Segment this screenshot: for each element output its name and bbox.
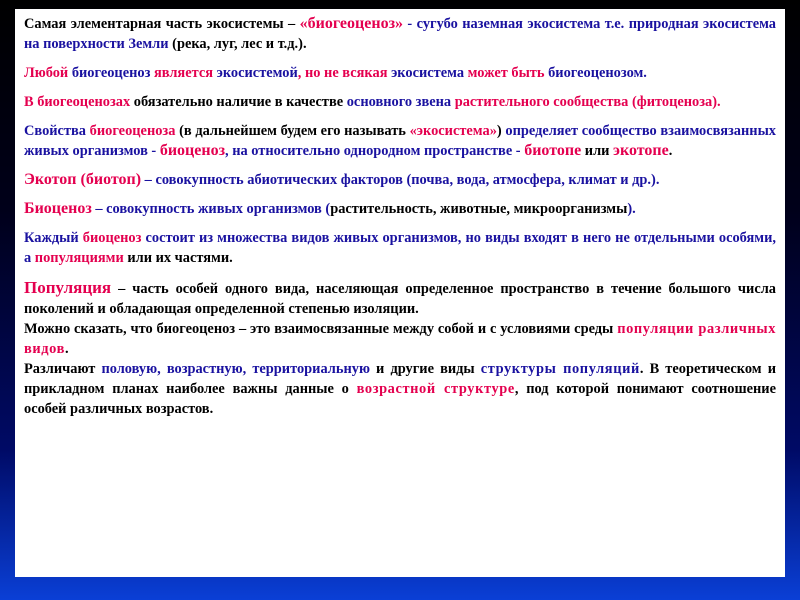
text-run: или их частями. bbox=[123, 250, 233, 266]
text-run: Биоценоз bbox=[24, 200, 92, 217]
text-run: экосистема bbox=[391, 65, 465, 81]
text-run: , а bbox=[24, 230, 776, 266]
text-run: биогеоценозом. bbox=[548, 65, 647, 81]
text-run: половую, возрастную, территориальную bbox=[101, 361, 370, 377]
text-run: экосистемой bbox=[216, 65, 298, 81]
text-run: Самая элементарная часть экосистемы – bbox=[24, 16, 300, 32]
text-run: . bbox=[668, 143, 673, 159]
text-run: , но не всякая bbox=[297, 65, 392, 81]
text-run: Популяция bbox=[24, 278, 112, 297]
text-run: обязательно наличие в качестве bbox=[130, 94, 347, 110]
text-run: «экосистема» bbox=[409, 123, 497, 139]
text-run: экотопе bbox=[613, 142, 669, 159]
paragraph-properties bbox=[24, 121, 776, 161]
text-run: ). bbox=[627, 201, 636, 217]
text-run: – совокупность абиотических факторов (почва, вода, атмосфера, климат и др.). bbox=[141, 172, 660, 188]
text-run: популяции различных видов bbox=[24, 321, 777, 357]
text-run: природная экосистема на поверхности Земли bbox=[24, 16, 776, 52]
paragraph-population-definition bbox=[24, 278, 776, 319]
slide-text-card bbox=[15, 9, 785, 577]
text-run: Свойства bbox=[24, 123, 90, 139]
paragraph-population-structure bbox=[24, 359, 776, 419]
text-run: растительность, животные, микроорганизмы bbox=[330, 201, 628, 217]
text-run: , на относительно однородном пространстве - bbox=[225, 143, 525, 159]
text-run: (в дальнейшем будем его называть bbox=[175, 123, 410, 139]
text-run: В биогеоценозах bbox=[24, 94, 131, 110]
text-run: и другие виды bbox=[369, 361, 481, 377]
paragraph-biogeocenosis-vs-ecosystem bbox=[24, 63, 776, 83]
text-run: структуры популяций bbox=[480, 361, 640, 377]
text-run: . bbox=[64, 341, 69, 357]
text-run: биоценоз bbox=[82, 230, 142, 246]
text-run: Можно сказать, что биогеоценоз – это взаимосвязанные между собой и с условиями среды bbox=[24, 321, 618, 337]
text-run: ) bbox=[496, 123, 506, 139]
text-run: популяциями bbox=[34, 250, 124, 266]
paragraph-biogeocenosis-definition bbox=[24, 14, 776, 54]
text-run: «биогеоценоз» bbox=[299, 15, 403, 32]
text-run: биогеоценоза bbox=[89, 123, 176, 139]
text-run: состоит из множества видов живых организмов, но виды входят в него bbox=[141, 230, 616, 246]
text-run: определяет сообщество взаимосвязанных живых организмов - bbox=[24, 123, 776, 159]
paragraph-biogeocenosis-summary bbox=[24, 319, 776, 359]
text-run: биогеоценоз bbox=[71, 65, 151, 81]
text-run: основного звена bbox=[346, 94, 452, 110]
text-run: – часть особей одного вида, населяющая определенное пространство в течение большого числа поколений и обладающая определенной степенью изоляции. bbox=[24, 281, 776, 317]
text-run: – совокупность живых организмов ( bbox=[91, 201, 331, 217]
text-run: растительного сообщества (фитоценоза). bbox=[454, 94, 721, 110]
paragraph-ecotope-definition bbox=[24, 170, 776, 190]
paragraph-phytocenosis bbox=[24, 92, 776, 112]
text-run: возрастной структуре bbox=[356, 381, 515, 397]
text-run: биоценоз bbox=[159, 142, 226, 159]
text-run: не отдельными особями bbox=[615, 230, 773, 246]
text-run: - сугубо наземная экосистема т.е. bbox=[403, 16, 629, 32]
text-run: Любой bbox=[24, 65, 72, 81]
text-run: или bbox=[581, 143, 614, 159]
text-run: Каждый bbox=[24, 230, 83, 246]
text-run: . В теоретическом и прикладном планах наиболее важны данные о bbox=[24, 361, 776, 397]
text-run: Экотоп (биотоп) bbox=[24, 171, 142, 188]
text-run: Различают bbox=[24, 361, 102, 377]
text-run: , под которой понимают соотношение особей различных возрастов. bbox=[24, 381, 776, 417]
paragraph-biocenosis-populations bbox=[24, 228, 776, 268]
text-run: является bbox=[150, 65, 217, 81]
text-run: может быть bbox=[464, 65, 549, 81]
text-run: биотопе bbox=[524, 142, 582, 159]
paragraph-biocenosis-definition bbox=[24, 199, 776, 219]
text-run: (река, луг, лес и т.д.). bbox=[168, 36, 307, 52]
